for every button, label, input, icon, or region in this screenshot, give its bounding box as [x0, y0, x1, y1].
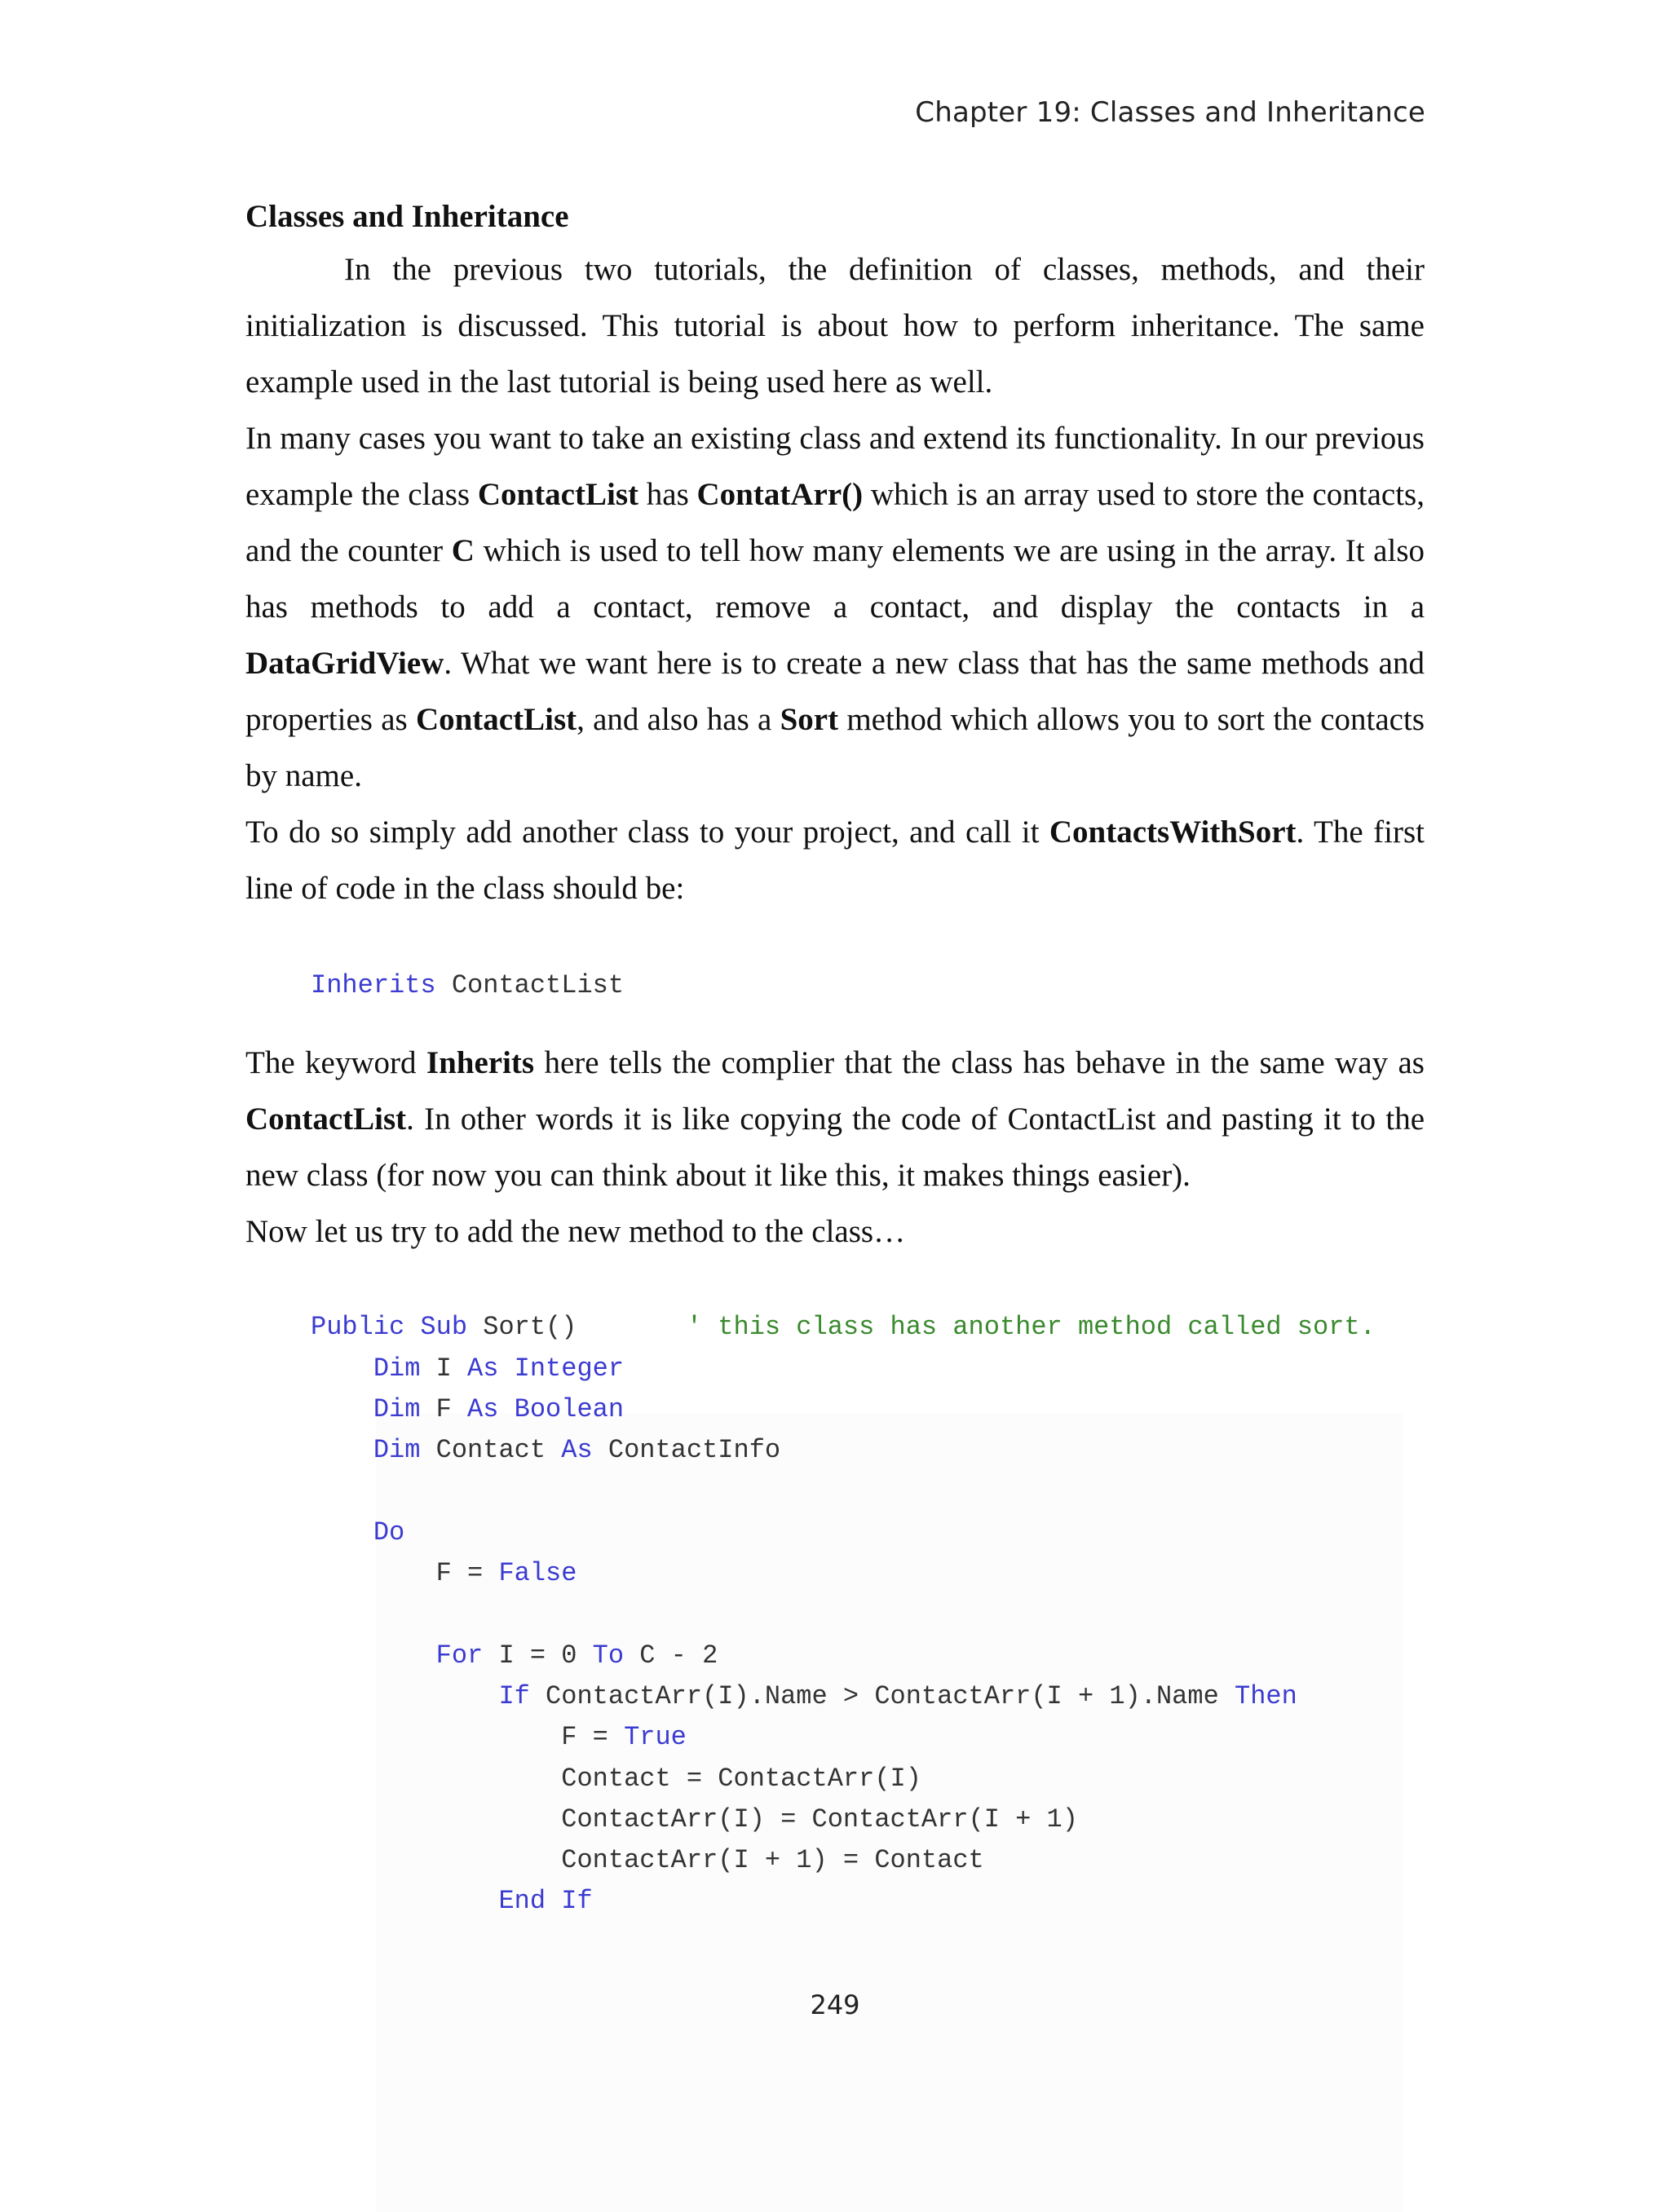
paragraph-intro: In the previous two tutorials, the definition of classes, methods, and their initialization is discussed. This tutorial is about how to perform inheritance. The same example used in the last tutorial is being used here as well. [245, 252, 1425, 400]
paragraph-add-method: Now let us try to add the new method to the class… [245, 1214, 906, 1250]
code-line: If ContactArr(I).Name > ContactArr(I + 1).Name Then [498, 1680, 1297, 1711]
code-snippet-inherits: Inherits ContactList [311, 970, 625, 1000]
page-number: 249 [810, 1989, 860, 2020]
code-line: ContactArr(I + 1) = Contact [561, 1845, 984, 1876]
code-line: Public Sub Sort() ' this class has another method called sort. [311, 1312, 1376, 1343]
paragraph-extend: In many cases you want to take an existing class and extend its functionality. In our previous example the class ContactList has ContatArr() which is an array used to store the contacts, and the counter C which is used to tell how many elements we are using in the array. It also has methods to add a contact, remove a contact, and display the contacts in a DataGridView. What we want here is to create a new class that has the same methods and properties as ContactList, and also has a Sort method which allows you to sort the contacts by name. [245, 421, 1425, 793]
code-line: Dim I As Integer [373, 1353, 625, 1384]
code-line: Contact = ContactArr(I) [561, 1763, 921, 1794]
paragraph-add-class: To do so simply add another class to your project, and call it ContactsWithSort. The first line of code in the class should be: [245, 815, 1425, 906]
code-block-sort [245, 1307, 1425, 1922]
code-line: Dim Contact As ContactInfo [373, 1435, 781, 1466]
code-line-blank [311, 1594, 1425, 1635]
page-content [245, 192, 1425, 1923]
code-line: F = False [435, 1558, 577, 1589]
section-title: Classes and Inheritance [245, 199, 569, 234]
code-line: Do [373, 1517, 405, 1548]
code-line: Dim F As Boolean [373, 1393, 625, 1424]
code-line-blank [311, 1471, 1425, 1512]
code-line: F = True [561, 1722, 687, 1753]
paragraph-inherits-keyword: The keyword Inherits here tells the complier that the class has behave in the same way as ContactList. In other words it is like copying the code of ContactList and pasting it to the new class (for now you can think about it like this, it makes things easier). [245, 1045, 1425, 1194]
code-line: ContactArr(I) = ContactArr(I + 1) [561, 1804, 1078, 1835]
code-line: For I = 0 To C - 2 [435, 1640, 718, 1671]
running-header: Chapter 19: Classes and Inheritance [915, 96, 1425, 129]
code-line: End If [498, 1886, 593, 1917]
